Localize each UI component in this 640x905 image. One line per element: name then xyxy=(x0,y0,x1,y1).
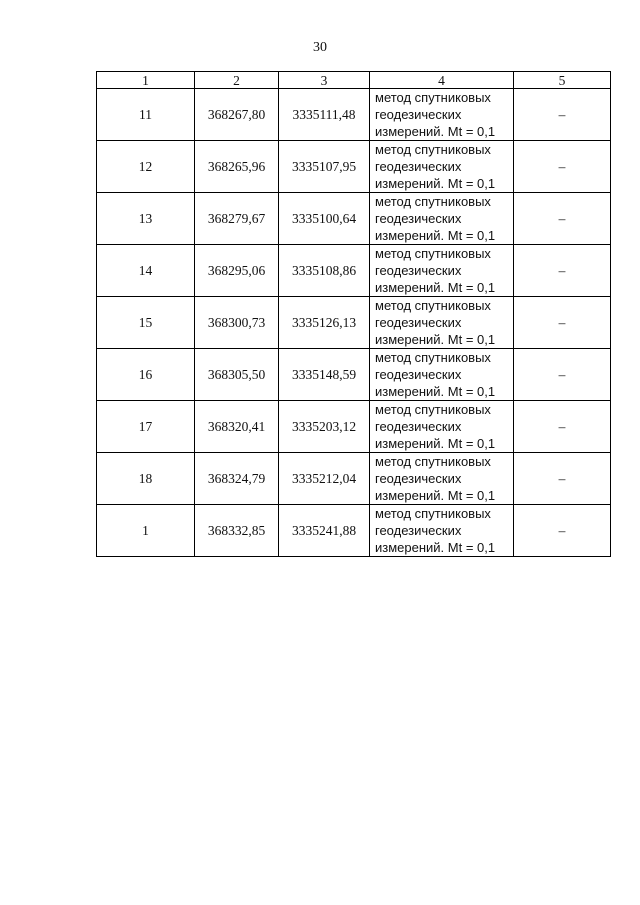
table-row xyxy=(97,401,611,453)
method-text-line: метод спутниковых xyxy=(375,90,491,105)
table-row xyxy=(97,505,611,557)
method-text-line: измерений. Mt = 0,1 xyxy=(375,176,496,191)
method-text-line: геодезических xyxy=(375,471,462,486)
table-row xyxy=(97,297,611,349)
method-text-line: метод спутниковых xyxy=(375,246,491,261)
note-cell: – xyxy=(514,141,611,193)
table-row xyxy=(97,193,611,245)
method-text-line: измерений. Mt = 0,1 xyxy=(375,332,496,347)
header-col-5: 5 xyxy=(514,72,611,89)
x-coordinate-cell: 368324,79 xyxy=(195,453,279,505)
method-text-line: измерений. Mt = 0,1 xyxy=(375,124,496,139)
point-number-cell: 16 xyxy=(97,349,195,401)
method-cell xyxy=(370,401,514,453)
y-coordinate-cell: 3335148,59 xyxy=(279,349,370,401)
method-text-line: геодезических xyxy=(375,315,462,330)
method-text-line: метод спутниковых xyxy=(375,194,491,209)
point-number-cell: 18 xyxy=(97,453,195,505)
x-coordinate-cell: 368265,96 xyxy=(195,141,279,193)
table-row xyxy=(97,141,611,193)
page-number: 30 xyxy=(313,40,327,55)
note-cell: – xyxy=(514,349,611,401)
method-text-line: измерений. Mt = 0,1 xyxy=(375,384,496,399)
x-coordinate-cell: 368279,67 xyxy=(195,193,279,245)
table-header-row xyxy=(97,72,611,89)
method-text-line: геодезических xyxy=(375,107,462,122)
x-coordinate-cell: 368267,80 xyxy=(195,89,279,141)
y-coordinate-cell: 3335111,48 xyxy=(279,89,370,141)
note-cell: – xyxy=(514,401,611,453)
y-coordinate-cell: 3335212,04 xyxy=(279,453,370,505)
x-coordinate-cell: 368295,06 xyxy=(195,245,279,297)
y-coordinate-cell: 3335241,88 xyxy=(279,505,370,557)
coordinates-table xyxy=(96,71,611,557)
method-text-line: геодезических xyxy=(375,419,462,434)
point-number-cell: 13 xyxy=(97,193,195,245)
method-cell xyxy=(370,141,514,193)
point-number-cell: 17 xyxy=(97,401,195,453)
method-cell xyxy=(370,349,514,401)
header-col-3: 3 xyxy=(279,72,370,89)
method-text-line: измерений. Mt = 0,1 xyxy=(375,280,496,295)
point-number-cell: 12 xyxy=(97,141,195,193)
method-text-line: геодезических xyxy=(375,159,462,174)
method-cell xyxy=(370,245,514,297)
method-text-line: метод спутниковых xyxy=(375,298,491,313)
header-col-1: 1 xyxy=(97,72,195,89)
table-body xyxy=(97,89,611,557)
method-text-line: геодезических xyxy=(375,367,462,382)
x-coordinate-cell: 368332,85 xyxy=(195,505,279,557)
method-cell xyxy=(370,193,514,245)
table-row xyxy=(97,89,611,141)
y-coordinate-cell: 3335203,12 xyxy=(279,401,370,453)
x-coordinate-cell: 368300,73 xyxy=(195,297,279,349)
table-row xyxy=(97,349,611,401)
y-coordinate-cell: 3335126,13 xyxy=(279,297,370,349)
x-coordinate-cell: 368320,41 xyxy=(195,401,279,453)
point-number-cell: 1 xyxy=(97,505,195,557)
method-text-line: метод спутниковых xyxy=(375,402,491,417)
y-coordinate-cell: 3335100,64 xyxy=(279,193,370,245)
y-coordinate-cell: 3335107,95 xyxy=(279,141,370,193)
method-text-line: метод спутниковых xyxy=(375,142,491,157)
point-number-cell: 15 xyxy=(97,297,195,349)
note-cell: – xyxy=(514,453,611,505)
header-col-4: 4 xyxy=(370,72,514,89)
note-cell: – xyxy=(514,297,611,349)
method-text-line: метод спутниковых xyxy=(375,350,491,365)
y-coordinate-cell: 3335108,86 xyxy=(279,245,370,297)
method-cell xyxy=(370,453,514,505)
x-coordinate-cell: 368305,50 xyxy=(195,349,279,401)
method-text-line: измерений. Mt = 0,1 xyxy=(375,436,496,451)
method-text-line: метод спутниковых xyxy=(375,506,491,521)
header-col-2: 2 xyxy=(195,72,279,89)
table-row xyxy=(97,453,611,505)
point-number-cell: 11 xyxy=(97,89,195,141)
method-text-line: геодезических xyxy=(375,263,462,278)
method-cell xyxy=(370,297,514,349)
note-cell: – xyxy=(514,245,611,297)
method-text-line: измерений. Mt = 0,1 xyxy=(375,488,496,503)
note-cell: – xyxy=(514,89,611,141)
method-text-line: измерений. Mt = 0,1 xyxy=(375,228,496,243)
table-row xyxy=(97,245,611,297)
note-cell: – xyxy=(514,505,611,557)
method-cell xyxy=(370,89,514,141)
point-number-cell: 14 xyxy=(97,245,195,297)
method-text-line: измерений. Mt = 0,1 xyxy=(375,540,496,555)
method-text-line: метод спутниковых xyxy=(375,454,491,469)
method-text-line: геодезических xyxy=(375,523,462,538)
method-cell xyxy=(370,505,514,557)
note-cell: – xyxy=(514,193,611,245)
method-text-line: геодезических xyxy=(375,211,462,226)
